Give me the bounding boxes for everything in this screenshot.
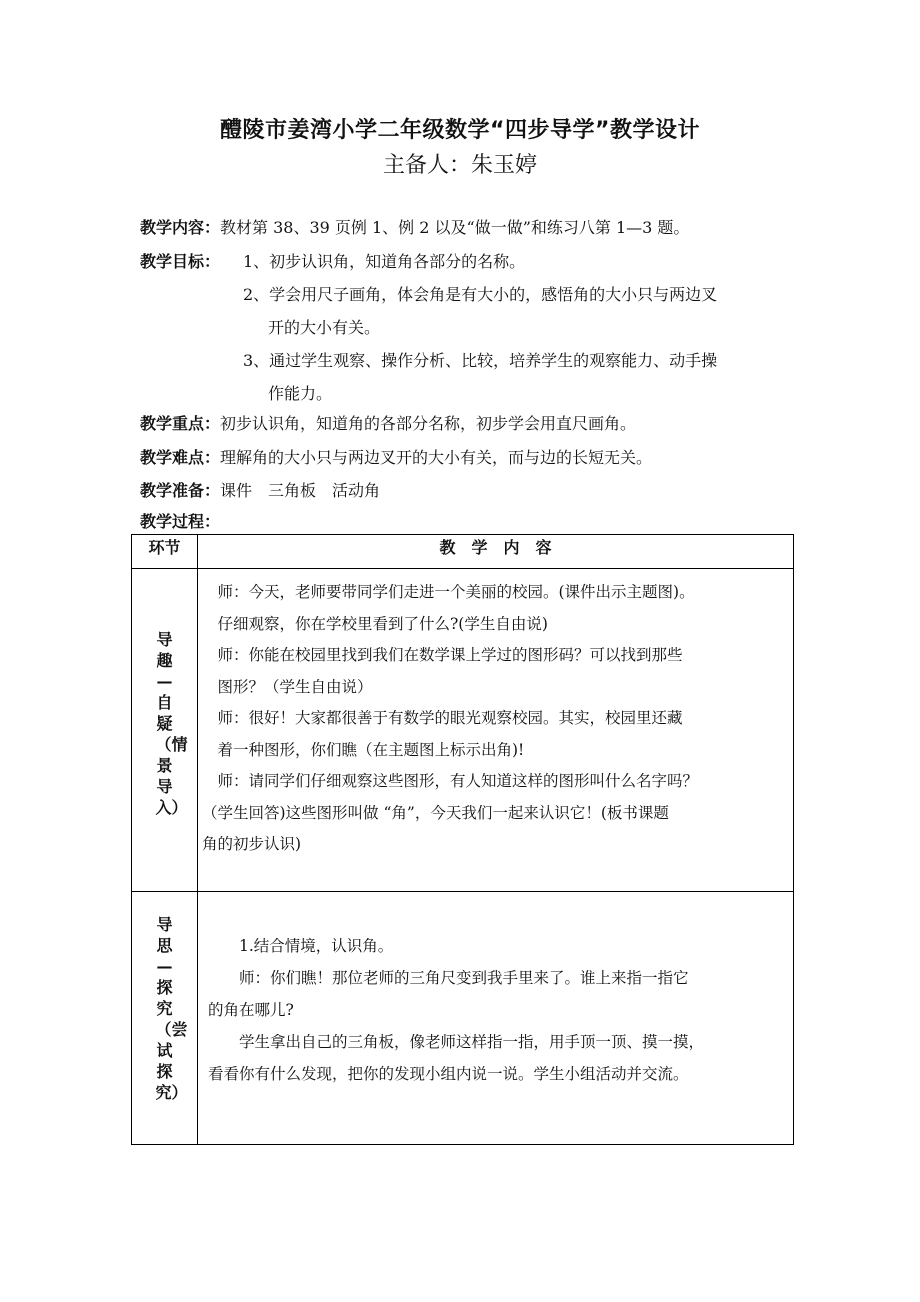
content-line: 师：很好！大家都很善于有数学的眼光观察校园。其实，校园里还藏 (202, 709, 683, 727)
teaching-difficulty-line (140, 448, 652, 468)
content-line: 看看你有什么发现，把你的发现小组内说一说。学生小组活动并交流。 (208, 1065, 689, 1083)
content-line: （学生回答)这些图形叫做 “角”，今天我们一起来认识它！(板书课题 (202, 803, 669, 822)
stage-label-explore: 导思—探究（尝试探究） (155, 915, 188, 1102)
stage-cell (132, 569, 198, 892)
document-title: 醴陵市姜湾小学二年级数学“四步导学”教学设计 (220, 118, 700, 143)
content-column-header: 教 学 内 容 (198, 535, 794, 569)
content-line: 角的初步认识) (202, 835, 302, 853)
teaching-process-line (140, 512, 220, 532)
table-row (132, 569, 794, 892)
content-intro (198, 569, 793, 861)
content-line: 师：今天，老师要带同学们走进一个美丽的校园。(课件出示主题图)。 (202, 583, 695, 601)
teaching-content-text: 教材第 38、39 页例 1、例 2 以及“做一做”和练习八第 1—3 题。 (220, 218, 690, 237)
content-cell (198, 569, 794, 892)
teaching-goals-label: 教学目标： (140, 252, 221, 271)
content-line: 1.结合情境，认识角。 (208, 937, 394, 955)
goal-item-3-continued: 作能力。 (268, 384, 333, 403)
content-line: 图形？（学生自由说） (202, 677, 373, 696)
goal-item-1: 1、初步认识角，知道角各部分的名称。 (243, 252, 526, 271)
stage-column-header: 环节 (132, 535, 198, 569)
content-line: 师：请同学们仔细观察这些图形，有人知道这样的图形叫什么名字吗？ (202, 772, 699, 790)
stage-cell (132, 892, 198, 1145)
table-row (132, 892, 794, 1145)
teaching-key-line (140, 414, 636, 434)
content-line: 师：你们瞧！那位老师的三角尺变到我手里来了。谁上来指一指它 (208, 969, 689, 987)
stage-label-intro: 导趣—自疑（情景导入） (155, 630, 188, 817)
goal-item-3: 3、通过学生观察、操作分析、比较，培养学生的观察能力、动手操 (243, 351, 718, 370)
teaching-difficulty-text: 理解角的大小只与两边叉开的大小有关，而与边的长短无关。 (220, 448, 653, 467)
content-line: 的角在哪儿? (208, 1001, 294, 1019)
goal-item-2-continued: 开的大小有关。 (268, 318, 381, 337)
teaching-content-label: 教学内容： (140, 218, 221, 237)
content-line: 师：你能在校园里找到我们在数学课上学过的图形码？可以找到那些 (202, 646, 683, 664)
teaching-prep-label: 教学准备： (140, 481, 221, 500)
content-line: 着一种图形，你们瞧（在主题图上标示出角)! (202, 740, 525, 759)
content-cell (198, 892, 794, 1145)
teaching-goals-line (140, 252, 220, 272)
goal-item-2: 2、学会用尺子画角，体会角是有大小的，感悟角的大小只与两边叉 (243, 285, 718, 304)
teaching-prep-line (140, 481, 380, 501)
content-line: 学生拿出自己的三角板，像老师这样指一指，用手顶一顶、摸一摸， (208, 1033, 705, 1051)
teaching-key-text: 初步认识角，知道角的各部分名称，初步学会用直尺画角。 (220, 414, 637, 433)
content-explore (198, 892, 793, 1090)
teaching-prep-text: 课件 三角板 活动角 (220, 481, 381, 500)
lesson-table (131, 534, 794, 1145)
table-header-row (132, 535, 794, 569)
teaching-process-label: 教学过程： (140, 512, 221, 531)
document-subtitle: 主备人：朱玉婷 (382, 153, 537, 178)
teaching-key-label: 教学重点： (140, 414, 221, 433)
teaching-content-line (140, 218, 689, 238)
content-line: 仔细观察，你在学校里看到了什么?(学生自由说) (202, 614, 548, 633)
teaching-difficulty-label: 教学难点： (140, 448, 221, 467)
